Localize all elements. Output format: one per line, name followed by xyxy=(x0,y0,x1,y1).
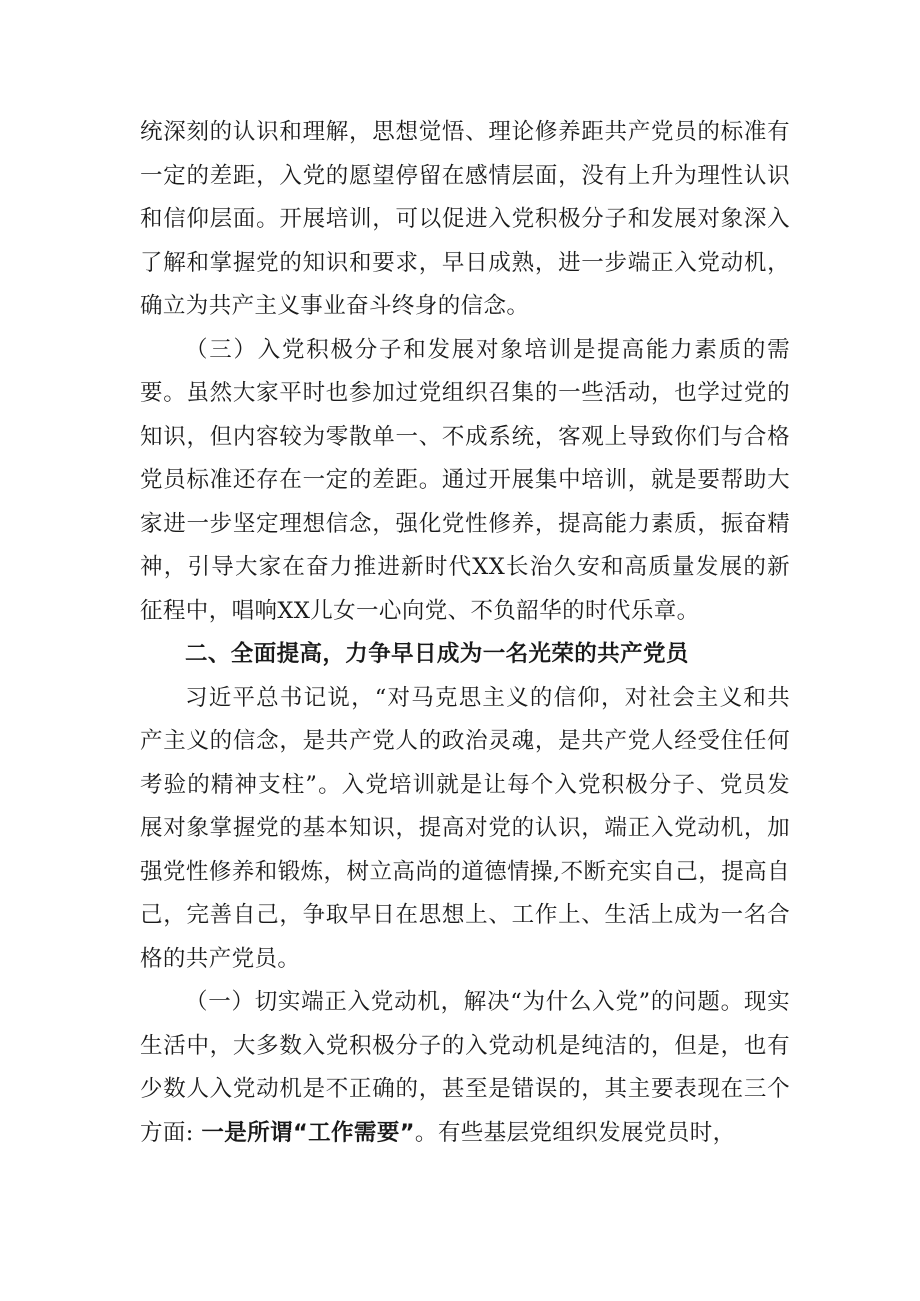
paragraph-training-ability: （三）入党积极分子和发展对象培训是提高能力素质的需要。虽然大家平时也参加过党组织召集的一些活动，也学过党的知识，但内容较为零散单一、不成系统，客观上导致你们与合格党员标准还存在一定的差距。通过开展集中培训，就是要帮助大家进一步坚定理想信念，强化党性修养，提高能力素质，振奋精神，引导大家在奋力推进新时代XX长治久安和高质量发展的新征程中，唱响XX儿女一心向党、不负韶华的时代乐章。 xyxy=(140,336,790,624)
paragraph-education-motive: 统深刻的认识和理解，思想觉悟、理论修养距共产党员的标准有一定的差距，入党的愿望停留在感情层面，没有上升为理性认识和信仰层面。开展培训，可以促进入党积极分子和发展对象深入了解和掌握党的知识和要求，早日成熟，进一步端正入党动机，确立为共产主义事业奋斗终身的信念。 xyxy=(140,119,790,319)
paragraph-correct-motive-tail: 。有些基层党组织发展党员时， xyxy=(414,1119,736,1146)
paragraph-xi-quote: 习近平总书记说，“对马克思主义的信仰，对社会主义和共产主义的信念，是共产党人的政治灵魂，是共产党人经受住任何考验的精神支柱”。入党培训就是让每个入党积极分子、党员发展对象掌握党的基本知识，提高对党的认识，端正入党动机，加强党性修养和锻炼，树立高尚的道德情操,不断充实自己，提高自己，完善自己，争取早日在思想上、工作上、生活上成为一名合格的共产党员。 xyxy=(140,684,790,972)
paragraph-correct-motive xyxy=(140,981,790,1155)
document-page xyxy=(140,111,790,1155)
section-heading-2: 二、全面提高，力争早日成为一名光荣的共产党员 xyxy=(185,641,689,667)
paragraph-correct-motive-text: （一）切实端正入党动机，解决“为什么入党”的问题。现实生活中，大多数入党积极分子的入党动机是纯洁的，但是，也有少数人入党动机是不正确的，甚至是错误的，其主要表现在三个方面: xyxy=(140,989,790,1146)
paragraph-correct-motive-bold: 一是所谓“工作需要” xyxy=(201,1119,415,1146)
